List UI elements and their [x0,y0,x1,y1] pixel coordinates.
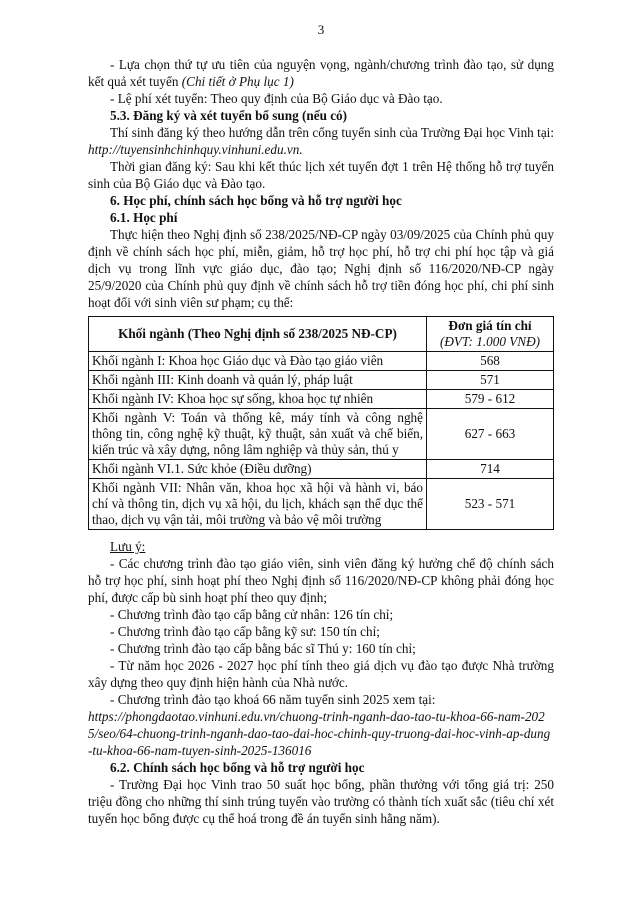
field-name: Khối ngành III: Kinh doanh và quản lý, pháp luật [89,371,427,390]
table-row [89,371,554,390]
note-6: - Chương trình đào tạo khoá 66 năm tuyển sinh 2025 xem tại: [110,692,436,707]
section-6-1-heading: 6.1. Học phí [110,210,178,225]
credit-price: 568 [427,352,554,371]
section-6-heading: 6. Học phí, chính sách học bổng và hỗ trợ người học [110,193,402,208]
column-header-field: Khối ngành (Theo Nghị định số 238/2025 NĐ-CP) [89,317,427,352]
section-6-2-heading: 6.2. Chính sách học bổng và hỗ trợ người học [110,760,365,775]
credit-price: 571 [427,371,554,390]
table-row [89,479,554,530]
table-row [89,409,554,460]
credit-price: 523 - 571 [427,479,554,530]
intro-line-1: - Lựa chọn thứ tự ưu tiên của nguyện vọng, ngành/chương trình đào tạo, sử dụng kết quả xét tuyển (Chi tiết ở Phụ lục 1) [88,57,554,89]
admissions-portal-link[interactable]: http://tuyensinhchinhquy.vinhuni.edu.vn. [88,142,303,157]
note-5: - Từ năm học 2026 - 2027 học phí tính theo giá dịch vụ đào tạo được Nhà trường xây dựng theo quy định hiện hành của Nhà nước. [88,658,554,690]
document-page [88,0,554,827]
tuition-table [88,316,554,530]
note-4: - Chương trình đào tạo cấp bằng bác sĩ Thú y: 160 tín chỉ; [110,641,416,656]
field-name: Khối ngành IV: Khoa học sự sống, khoa học tự nhiên [89,390,427,409]
table-header-row [89,317,554,352]
intro-line-2: - Lệ phí xét tuyển: Theo quy định của Bộ Giáo dục và Đào tạo. [110,91,443,106]
field-name: Khối ngành I: Khoa học Giáo dục và Đào tạo giáo viên [89,352,427,371]
price-unit: (ĐVT: 1.000 VNĐ) [439,334,540,349]
note-2: - Chương trình đào tạo cấp bằng cử nhân: 126 tín chỉ; [110,607,394,622]
section-5-3-paragraph-2: Thời gian đăng ký: Sau khi kết thúc lịch xét tuyển đợt 1 trên Hệ thống hỗ trợ tuyển sinh của Bộ Giáo dục và Đào tạo. [88,159,554,191]
curriculum-link[interactable]: https://phongdaotao.vinhuni.edu.vn/chuong-trinh-nganh-dao-tao-tu-khoa-66-nam-2025/seo/64-chuong-trinh-nganh-dao-tao-dai-hoc-chinh-quy-truong-dai-hoc-vinh-ap-dung-tu-khoa-66-nam-tuyen-sinh-2025-136016 [88,709,551,758]
section-5-3-heading: 5.3. Đăng ký và xét tuyển bổ sung (nếu có) [110,108,348,123]
credit-price: 579 - 612 [427,390,554,409]
table-row [89,460,554,479]
credit-price: 627 - 663 [427,409,554,460]
table-row [89,390,554,409]
field-name: Khối ngành V: Toán và thống kê, máy tính và công nghệ thông tin, công nghệ kỹ thuật, kỹ thuật, sản xuất và chế biến, kiến trúc và xây dựng, nông lâm nghiệp và thủy sản, thú y [89,409,427,460]
notes-label: Lưu ý: [110,539,146,554]
note-1: - Các chương trình đào tạo giáo viên, sinh viên đăng ký hưởng chế độ chính sách hỗ trợ học phí, sinh hoạt phí theo Nghị định số 116/2020/NĐ-CP không phải đóng học phí, được cấp bù sinh hoạt phí theo quy định; [88,556,554,605]
table-row [89,352,554,371]
section-5-3-paragraph-1: Thí sinh đăng ký theo hướng dẫn trên cổng tuyển sinh của Trường Đại học Vinh tại: http://tuyensinhchinhquy.vinhuni.edu.vn. [88,125,554,157]
appendix-reference: (Chi tiết ở Phụ lục 1) [181,74,294,89]
column-header-price: Đơn giá tín chỉ (ĐVT: 1.000 VNĐ) [427,317,554,352]
credit-price: 714 [427,460,554,479]
field-name: Khối ngành VI.1. Sức khỏe (Điều dưỡng) [89,460,427,479]
section-6-1-paragraph: Thực hiện theo Nghị định số 238/2025/NĐ-CP ngày 03/09/2025 của Chính phủ quy định về chính sách học phí, miễn, giảm, hỗ trợ học phí, hỗ trợ chi phí học tập và giá dịch vụ trong lĩnh vực giáo dục, đào tạo; Nghị định số 116/2020/NĐ-CP ngày 25/9/2020 của Chính phủ quy định về chính sách hỗ trợ tiền đóng học phí, chi phí sinh hoạt đối với sinh viên sư phạm; cụ thể: [88,227,554,310]
field-name: Khối ngành VII: Nhân văn, khoa học xã hội và hành vi, báo chí và thông tin, dịch vụ xã hội, du lịch, khách sạn thể dục thể thao, dịch vụ vận tải, môi trường và bảo vệ môi trường [89,479,427,530]
page-number: 3 [317,22,325,37]
note-3: - Chương trình đào tạo cấp bằng kỹ sư: 150 tín chỉ; [110,624,380,639]
section-6-2-paragraph: - Trường Đại học Vinh trao 50 suất học bổng, phần thưởng với tổng giá trị: 250 triệu đồng cho những thí sinh trúng tuyển vào trường có thành tích xuất sắc (tiêu chí xét tuyển học bổng được cụ thể hoá trong đề án tuyển sinh hằng năm). [88,777,554,826]
